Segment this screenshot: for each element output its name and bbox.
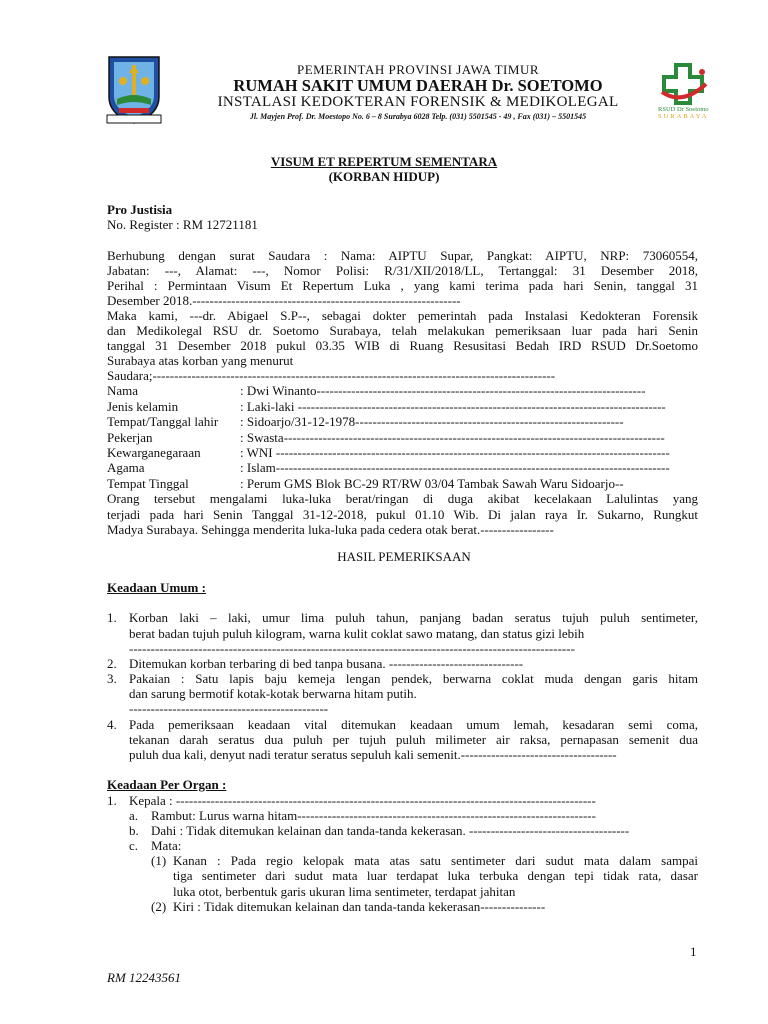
- item-number: 4.: [107, 717, 117, 732]
- kepala-line: Kepala : -------------------------------------------------------------------------------------------------: [129, 793, 596, 808]
- item-number: 3.: [107, 671, 117, 686]
- narrative-line: terjadi pada hari Senin Tanggal 31-12-2018, pukul 01.10 Wib. Di jalan raya Ir. Sukarno, Rungkut: [107, 507, 698, 522]
- identity-label-agama: Agama: [107, 460, 145, 475]
- item-line: Pakaian : Satu lapis baju kemeja lengan pendek, berwarna coklat muda dengan garis hitam: [129, 671, 698, 686]
- sub-item-letter: a.: [129, 808, 139, 823]
- identity-value-jenis-kelamin: : Laki-laki -------------------------------------------------------------------------------------: [240, 399, 666, 414]
- intro-line: Surabaya atas korban yang menurut: [107, 353, 294, 368]
- item-line: Ditemukan korban terbaring di bed tanpa busana. -------------------------------: [129, 656, 524, 671]
- mata-line: Kanan : Pada regio kelopak mata atas satu sentimeter dari sudut mata dalam sampai: [173, 853, 698, 868]
- mata-number: (2): [151, 899, 167, 914]
- document-title: VISUM ET REPERTUM SEMENTARA: [270, 154, 498, 169]
- intro-line: Maka kami, ---dr. Abigael S.P--, sebagai dokter pemerintah pada Instalasi Kedokteran Forensik: [107, 308, 698, 323]
- mata-line: luka otot, berbentuk garis ukuran lima sentimeter, terdapat jahitan: [173, 884, 516, 899]
- item-line: tekanan darah seratus dua puluh per tujuh puluh milimeter air raksa, pernapasan semenit dua: [129, 732, 698, 747]
- footer-rm-number: RM 12243561: [107, 970, 182, 985]
- item-line: -------------------------------------------------------------------------------------------------------: [129, 641, 575, 656]
- keadaan-organ-heading: Keadaan Per Organ :: [107, 777, 227, 792]
- item-line: Korban laki – laki, umur lima puluh tahun, panjang badan seratus tujuh puluh sentimeter,: [129, 610, 698, 625]
- identity-label-jenis-kelamin: Jenis kelamin: [107, 399, 179, 414]
- identity-label-ttl: Tempat/Tanggal lahir: [107, 414, 219, 429]
- sub-item-text: Dahi : Tidak ditemukan kelainan dan tanda-tanda kekerasan. -------------------------------------: [151, 823, 630, 838]
- hospital-logo-name: RSUD Dr Soetomo: [658, 106, 709, 113]
- mata-line: Kiri : Tidak ditemukan kelainan dan tanda-tanda kekerasan---------------: [173, 899, 546, 914]
- narrative-line: Orang tersebut mengalami luka-luka berat/ringan di duga akibat kecelakaan Lalulintas yang: [107, 491, 698, 506]
- item-line: puluh dua kali, denyut nadi teratur seratus sepuluh kali semenit.------------------------------------: [129, 747, 617, 762]
- letterhead-address: Jl. Mayjen Prof. Dr. Moestopo No. 6 – 8 Surabya 6028 Telp. (031) 5501545 - 49 , Fax (031) – 5501545: [249, 112, 587, 121]
- item-number: 1.: [107, 610, 117, 625]
- letterhead-hospital: RUMAH SAKIT UMUM DAERAH Dr. SOETOMO: [233, 76, 603, 95]
- intro-line: Jabatan: ---, Alamat: ---, Nomor Polisi: R/31/XII/2018/LL, Tertanggal: 31 Desember 2018,: [107, 263, 698, 278]
- mata-number: (1): [151, 853, 167, 868]
- intro-line: dan Medikolegal RSU dr. Soetomo Surabaya, telah melakukan pemeriksaan luar pada hari Senin: [107, 323, 698, 338]
- identity-label-pekerjaan: Pekerjan: [107, 430, 153, 445]
- sub-item-letter: b.: [129, 823, 139, 838]
- narrative-line: Madya Surabaya. Sehingga menderita luka-luka pada cedera otak berat.-----------------: [107, 522, 554, 537]
- sub-item-text: Rambut: Lurus warna hitam---------------------------------------------------------------------: [151, 808, 596, 823]
- mata-line: tiga sentimeter dari sudut mata luar terdapat luka terbuka dengan tepi tidak rata, dasar: [173, 868, 698, 883]
- identity-value-kewarganegaraan: : WNI -------------------------------------------------------------------------------------------: [240, 445, 670, 460]
- letterhead-department: INSTALASI KEDOKTERAN FORENSIK & MEDIKOLEGAL: [217, 94, 619, 110]
- item-number: 1.: [107, 793, 117, 808]
- identity-label-nama: Nama: [107, 383, 139, 398]
- identity-value-agama: : Islam-------------------------------------------------------------------------------------------: [240, 460, 670, 475]
- identity-label-kewarganegaraan: Kewarganegaraan: [107, 445, 201, 460]
- document-subtitle: (KORBAN HIDUP): [328, 169, 440, 184]
- item-number: 2.: [107, 656, 117, 671]
- letterhead-government: PEMERINTAH PROVINSI JAWA TIMUR: [297, 62, 539, 77]
- hospital-logo-city: SURABAYA: [658, 113, 709, 120]
- register-number: No. Register : RM 12721181: [107, 217, 258, 232]
- intro-line: Berhubung dengan surat Saudara : Nama: AIPTU Supar, Pangkat: AIPTU, NRP: 73060554,: [107, 248, 698, 263]
- intro-line: Perihal : Permintaan Visum Et Repertum Luka , yang kami terima pada hari Senin, tanggal 31: [107, 278, 698, 293]
- provincial-crest-logo: [105, 53, 163, 125]
- item-line: Pada pemeriksaan keadaan vital ditemukan keadaan umum lemah, kesadaran semi coma,: [129, 717, 698, 732]
- item-line: ----------------------------------------------: [129, 701, 329, 716]
- sub-item-text: Mata:: [151, 838, 182, 853]
- intro-line: tanggal 31 Desember 2018 pukul 03.35 WIB di Ruang Resusitasi Bedah IRD RSUD Dr.Soetomo: [107, 338, 698, 353]
- identity-value-nama: : Dwi Winanto----------------------------------------------------------------------------: [240, 383, 646, 398]
- sub-item-letter: c.: [129, 838, 139, 853]
- identity-value-tempat-tinggal: : Perum GMS Blok BC-29 RT/RW 03/04 Tambak Sawah Waru Sidoarjo--: [240, 476, 624, 491]
- identity-label-tempat-tinggal: Tempat Tinggal: [107, 476, 189, 491]
- identity-value-ttl: : Sidoarjo/31-12-1978--------------------------------------------------------------: [240, 414, 624, 429]
- page-number: 1: [690, 944, 697, 959]
- hospital-logo-caption: [658, 106, 730, 120]
- intro-line: Desember 2018.--------------------------------------------------------------: [107, 293, 461, 308]
- pro-justisia: Pro Justisia: [107, 202, 173, 217]
- identity-value-pekerjaan: : Swasta----------------------------------------------------------------------------------------: [240, 430, 665, 445]
- intro-line: Saudara;---------------------------------------------------------------------------------------------: [107, 368, 556, 383]
- keadaan-umum-heading: Keadaan Umum :: [107, 580, 206, 595]
- section-title: HASIL PEMERIKSAAN: [337, 549, 471, 564]
- item-line: berat badan tujuh puluh kilogram, warna kulit coklat sawo matang, dan status gizi lebih: [129, 626, 585, 641]
- hospital-cross-logo: [656, 62, 712, 106]
- item-line: dan sarung bermotif kotak-kotak berwarna hitam putih.: [129, 686, 417, 701]
